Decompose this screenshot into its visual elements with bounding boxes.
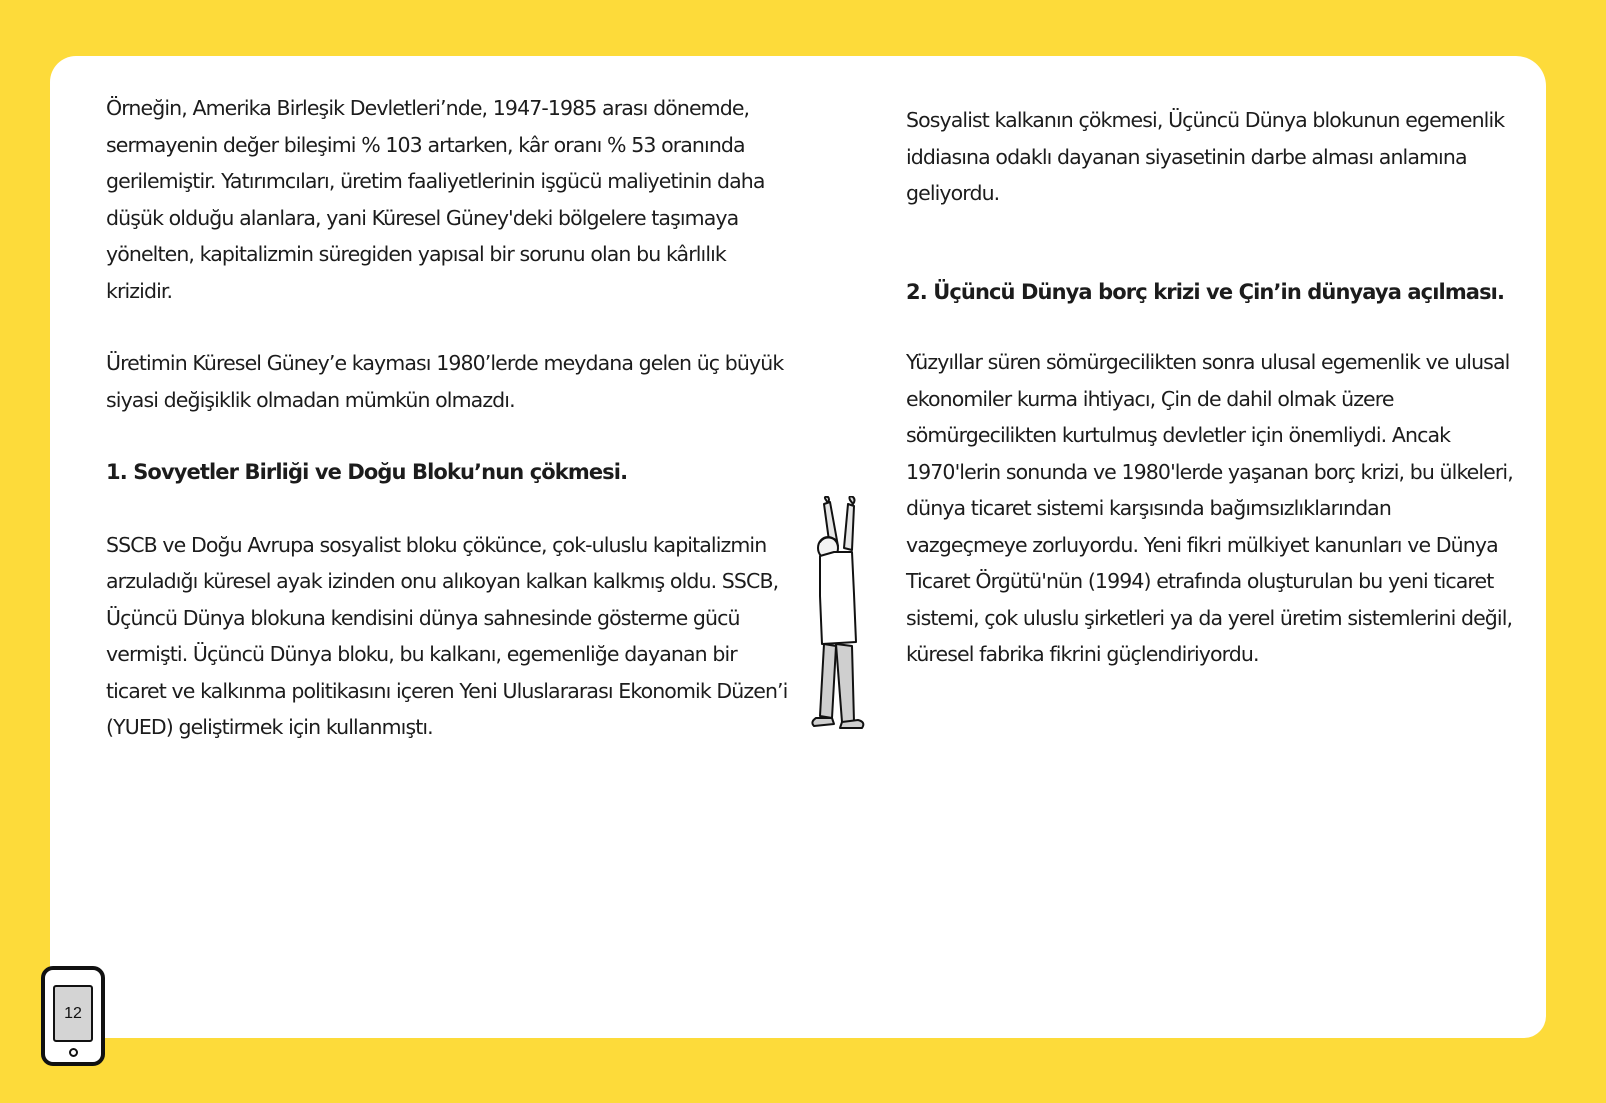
stretching-man-illustration	[806, 496, 886, 746]
paragraph-socialist-shield: Sosyalist kalkanın çökmesi, Üçüncü Dünya blokunun egemenlik iddiasına odaklı dayanan siyasetinin darbe alması anlamına geliyordu.	[906, 108, 1505, 205]
paragraph-political-changes: Üretimin Küresel Güney’e kayması 1980’lerde meydana gelen üç büyük siyasi değişiklik olmadan mümkün olmazdı.	[106, 351, 784, 412]
paragraph-ussr-shield: SSCB ve Doğu Avrupa sosyalist bloku çökünce, çok-uluslu kapitalizmin arzuladığı küresel ayak izinden onu alıkoyan kalkan kalkmış oldu. SSCB, Üçüncü Dünya blokuna kendisini dünya sahnesinde gösterme gücü vermişti. Üçüncü Dünya bloku, bu kalkanı, egemenliğe dayanan bir ticaret ve kalkınma politikasını içeren Yeni Uluslararası Ekonomik Düzen’i (YUED) geliştirmek için kullanmıştı.	[106, 532, 788, 739]
left-column	[106, 90, 796, 746]
paragraph-sovereignty: Yüzyıllar süren sömürgecilikten sonra ulusal egemenlik ve ulusal ekonomiler kurma ihtiyacı, Çin de dahil olmak üzere sömürgecilikten kurtulmuş devletler için önemliydi. Ancak 1970'lerin sonunda ve 1980'lerde yaşanan borç krizi, bu ülkeleri, dünya ticaret sistemi karşısında bağımsızlıklarından vazgeçmeye zorluyordu. Yeni fikri mülkiyet kanunları ve Dünya Ticaret Örgütü'nün (1994) etrafında oluşturulan bu yeni ticaret sistemi, çok uluslu şirketleri ya da yerel üretim sistemlerini değil, küresel fabrika fikrini güçlendiriyordu.	[906, 350, 1513, 666]
tablet-home-button	[69, 1048, 78, 1057]
paragraph-profit-crisis: Örneğin, Amerika Birleşik Devletleri’nde, 1947-1985 arası dönemde, sermayenin değer bileşimi % 103 artarken, kâr oranı % 53 oranında gerilemiştir. Yatırımcıları, üretim faaliyetlerinin işgücü maliyetinin daha düşük olduğu alanlara, yani Küresel Güney'deki bölgelere taşımaya yönelten, kapitalizmin süregiden yapısal bir sorunu olan bu kârlılık krizidir.	[106, 96, 765, 303]
page-number-tablet-icon	[41, 966, 105, 1066]
page-number: 12	[53, 985, 93, 1042]
heading-soviet-collapse: 1. Sovyetler Birliği ve Doğu Bloku’nun çökmesi.	[106, 460, 628, 484]
heading-debt-crisis: 2. Üçüncü Dünya borç krizi ve Çin’in dünyaya açılması.	[906, 279, 1505, 304]
right-column	[906, 102, 1516, 673]
